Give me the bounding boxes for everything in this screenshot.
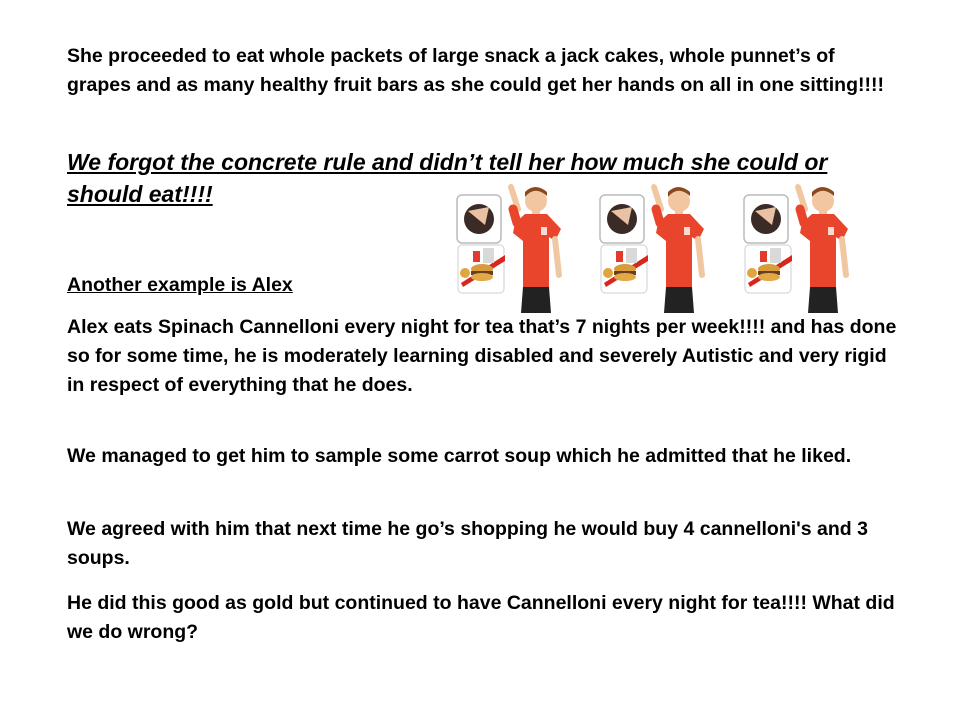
illustration-graphic xyxy=(455,183,587,313)
paragraph-carrot-soup: We managed to get him to sample some carrot soup which he admitted that he liked. xyxy=(67,445,852,467)
illustration-graphic xyxy=(598,183,730,313)
paragraph-shopping-agreement: We agreed with him that next time he go’s shopping he would buy 4 cannelloni's and 3 soups. xyxy=(67,518,868,569)
boy-choosing-food-icon xyxy=(455,183,587,313)
boy-choosing-food-icon xyxy=(742,183,874,313)
paragraph-what-went-wrong: He did this good as gold but continued to have Cannelloni every night for tea!!!! What did we do wrong? xyxy=(67,592,895,643)
paragraph-concrete-rule: We forgot the concrete rule and didn’t tell her how much she could or should eat!!!! xyxy=(67,149,828,207)
illustration-graphic xyxy=(742,183,874,313)
paragraph-alex-cannelloni: Alex eats Spinach Cannelloni every night for tea that’s 7 nights per week!!!! and has done so for some time, he is moderately learning disabled and severely Autistic and very rigid in respect of everything that he does. xyxy=(67,316,897,396)
paragraph-snack-eating: She proceeded to eat whole packets of large snack a jack cakes, whole punnet’s of grapes and as many healthy fruit bars as she could get her hands on all in one sitting!!!! xyxy=(67,45,884,96)
heading-alex-example: Another example is Alex xyxy=(67,274,293,296)
boy-choosing-food-icon xyxy=(598,183,730,313)
